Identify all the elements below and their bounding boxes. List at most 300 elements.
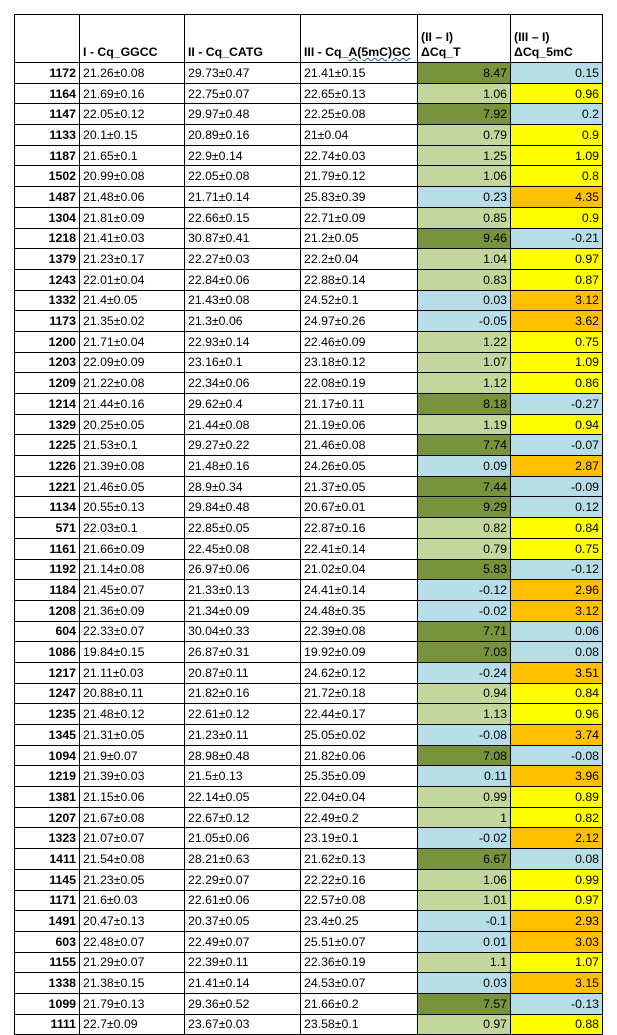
cell-cq-ggcc: 21.69±0.16 (80, 83, 185, 104)
cell-cq-a5mcgc: 24.62±0.12 (301, 662, 418, 683)
cell-cq-catg: 29.62±0.4 (185, 394, 301, 415)
table-row (15, 683, 603, 704)
cell-cq-catg: 22.84±0.06 (185, 269, 301, 290)
table-row (15, 187, 603, 208)
cell-cq-ggcc: 21.23±0.05 (80, 869, 185, 890)
row-id: 1304 (15, 207, 80, 228)
cell-cq-catg: 30.04±0.33 (185, 621, 301, 642)
cell-cq-a5mcgc: 22.88±0.14 (301, 269, 418, 290)
row-id: 1226 (15, 456, 80, 477)
cell-cq-ggcc: 21.07±0.07 (80, 828, 185, 849)
header-cq-catg: II - Cq_CATG (185, 15, 301, 63)
cell-cq-ggcc: 21.39±0.08 (80, 456, 185, 477)
cell-cq-ggcc: 21.48±0.12 (80, 704, 185, 725)
cell-cq-catg: 22.29±0.07 (185, 869, 301, 890)
cell-cq-catg: 21.48±0.16 (185, 456, 301, 477)
cell-delta-cq-t: 0.85 (418, 207, 511, 228)
cell-cq-a5mcgc: 20.67±0.01 (301, 497, 418, 518)
cell-cq-ggcc: 22.05±0.12 (80, 104, 185, 125)
table-row (15, 704, 603, 725)
cell-cq-catg: 28.9±0.34 (185, 476, 301, 497)
cell-cq-catg: 22.39±0.11 (185, 952, 301, 973)
cell-cq-catg: 30.87±0.41 (185, 228, 301, 249)
row-id: 1094 (15, 745, 80, 766)
table-row (15, 766, 603, 787)
cell-cq-ggcc: 21.48±0.06 (80, 187, 185, 208)
cell-delta-cq-t: 1.12 (418, 373, 511, 394)
cell-cq-catg: 21.71±0.14 (185, 187, 301, 208)
table-row (15, 331, 603, 352)
cell-cq-a5mcgc: 22.08±0.19 (301, 373, 418, 394)
cell-cq-ggcc: 21.71±0.04 (80, 331, 185, 352)
cell-cq-a5mcgc: 21.37±0.05 (301, 476, 418, 497)
cell-delta-cq-t: 1.19 (418, 414, 511, 435)
cell-delta-cq-t: 1.13 (418, 704, 511, 725)
row-id: 1217 (15, 662, 80, 683)
cell-delta-cq-5mc: 0.8 (511, 166, 603, 187)
cell-delta-cq-5mc: -0.27 (511, 394, 603, 415)
cell-cq-ggcc: 21.15±0.06 (80, 787, 185, 808)
cell-cq-catg: 21.5±0.13 (185, 766, 301, 787)
table-row (15, 228, 603, 249)
cell-cq-catg: 23.67±0.03 (185, 1014, 301, 1035)
row-id: 1491 (15, 911, 80, 932)
table-row (15, 973, 603, 994)
row-id: 1247 (15, 683, 80, 704)
table-row (15, 166, 603, 187)
cell-delta-cq-t: 0.11 (418, 766, 511, 787)
cell-delta-cq-5mc: -0.07 (511, 435, 603, 456)
cell-cq-a5mcgc: 21.02±0.04 (301, 559, 418, 580)
row-id: 1332 (15, 290, 80, 311)
cell-delta-cq-5mc: 0.89 (511, 787, 603, 808)
cell-cq-catg: 21.44±0.08 (185, 414, 301, 435)
table-row (15, 869, 603, 890)
cell-cq-ggcc: 22.33±0.07 (80, 621, 185, 642)
table-row (15, 63, 603, 84)
cell-delta-cq-t: -0.24 (418, 662, 511, 683)
cell-cq-catg: 22.66±0.15 (185, 207, 301, 228)
cell-delta-cq-5mc: 1.09 (511, 352, 603, 373)
cell-delta-cq-t: -0.12 (418, 580, 511, 601)
cell-delta-cq-t: 1.06 (418, 83, 511, 104)
cell-delta-cq-5mc: 0.88 (511, 1014, 603, 1035)
row-id: 1214 (15, 394, 80, 415)
cell-delta-cq-t: 0.97 (418, 1014, 511, 1035)
cell-delta-cq-5mc: 0.97 (511, 890, 603, 911)
cell-delta-cq-5mc: 2.87 (511, 456, 603, 477)
cell-cq-ggcc: 21.79±0.13 (80, 993, 185, 1014)
table-row (15, 600, 603, 621)
cell-delta-cq-t: 0.09 (418, 456, 511, 477)
cell-delta-cq-5mc: 0.99 (511, 869, 603, 890)
cell-cq-ggcc: 20.25±0.05 (80, 414, 185, 435)
cell-delta-cq-t: 1.06 (418, 166, 511, 187)
cell-delta-cq-5mc: 0.84 (511, 683, 603, 704)
cell-delta-cq-5mc: 0.75 (511, 538, 603, 559)
table-row (15, 290, 603, 311)
cell-cq-a5mcgc: 21.72±0.18 (301, 683, 418, 704)
cell-cq-a5mcgc: 21.62±0.13 (301, 849, 418, 870)
cell-cq-a5mcgc: 25.35±0.09 (301, 766, 418, 787)
table-row (15, 580, 603, 601)
cell-delta-cq-5mc: -0.12 (511, 559, 603, 580)
cell-cq-a5mcgc: 22.65±0.13 (301, 83, 418, 104)
cell-cq-catg: 22.67±0.12 (185, 807, 301, 828)
cell-cq-ggcc: 21.31±0.05 (80, 725, 185, 746)
table-row (15, 1014, 603, 1035)
cell-cq-catg: 22.85±0.05 (185, 518, 301, 539)
cell-delta-cq-t: 0.03 (418, 973, 511, 994)
cell-delta-cq-5mc: 3.51 (511, 662, 603, 683)
cell-cq-ggcc: 20.55±0.13 (80, 497, 185, 518)
header-delta-cq-5mc-formula: (III – I) (514, 30, 550, 44)
table-row (15, 518, 603, 539)
cell-delta-cq-5mc: -0.21 (511, 228, 603, 249)
header-delta-cq-t-formula: (II – I) (421, 30, 454, 44)
cell-delta-cq-t: 7.71 (418, 621, 511, 642)
cell-cq-a5mcgc: 21.2±0.05 (301, 228, 418, 249)
cell-cq-ggcc: 21.45±0.07 (80, 580, 185, 601)
cell-cq-catg: 21.23±0.11 (185, 725, 301, 746)
cell-cq-ggcc: 21.66±0.09 (80, 538, 185, 559)
cell-cq-a5mcgc: 22.71±0.09 (301, 207, 418, 228)
cell-delta-cq-t: 0.03 (418, 290, 511, 311)
cell-cq-a5mcgc: 24.52±0.1 (301, 290, 418, 311)
cell-delta-cq-t: 1 (418, 807, 511, 828)
cell-cq-ggcc: 21.9±0.07 (80, 745, 185, 766)
table-row (15, 828, 603, 849)
row-id: 1379 (15, 249, 80, 270)
header-delta-cq-t-label: ΔCq_T (421, 45, 461, 59)
cell-delta-cq-5mc: 0.08 (511, 642, 603, 663)
cell-cq-ggcc: 21.41±0.03 (80, 228, 185, 249)
cell-delta-cq-t: 7.92 (418, 104, 511, 125)
row-id: 1173 (15, 311, 80, 332)
row-id: 1209 (15, 373, 80, 394)
cell-delta-cq-5mc: -0.13 (511, 993, 603, 1014)
cell-delta-cq-5mc: 0.9 (511, 207, 603, 228)
row-id: 1164 (15, 83, 80, 104)
cell-cq-catg: 22.14±0.05 (185, 787, 301, 808)
cell-cq-catg: 20.87±0.11 (185, 662, 301, 683)
cell-delta-cq-t: 0.83 (418, 269, 511, 290)
cell-cq-a5mcgc: 21.79±0.12 (301, 166, 418, 187)
cell-cq-ggcc: 21.6±0.03 (80, 890, 185, 911)
cell-cq-ggcc: 21.54±0.08 (80, 849, 185, 870)
cell-cq-catg: 21.34±0.09 (185, 600, 301, 621)
cell-delta-cq-5mc: 0.82 (511, 807, 603, 828)
cell-cq-catg: 21.82±0.16 (185, 683, 301, 704)
row-id: 1323 (15, 828, 80, 849)
row-id: 1487 (15, 187, 80, 208)
cell-delta-cq-t: -0.05 (418, 311, 511, 332)
header-cq-a5mcgc (301, 15, 418, 63)
cell-cq-a5mcgc: 21.66±0.2 (301, 993, 418, 1014)
cell-delta-cq-t: 9.29 (418, 497, 511, 518)
cell-cq-catg: 29.97±0.48 (185, 104, 301, 125)
row-id: 1208 (15, 600, 80, 621)
header-delta-cq-t (418, 15, 511, 63)
table-row (15, 538, 603, 559)
table-row (15, 642, 603, 663)
cell-cq-ggcc: 21.26±0.08 (80, 63, 185, 84)
row-id: 1219 (15, 766, 80, 787)
row-id: 1161 (15, 538, 80, 559)
cell-delta-cq-t: 7.03 (418, 642, 511, 663)
row-id: 1207 (15, 807, 80, 828)
cell-delta-cq-t: 0.94 (418, 683, 511, 704)
table-row (15, 394, 603, 415)
cell-delta-cq-t: 0.79 (418, 125, 511, 146)
cell-cq-catg: 22.45±0.08 (185, 538, 301, 559)
row-id: 1243 (15, 269, 80, 290)
cell-cq-a5mcgc: 19.92±0.09 (301, 642, 418, 663)
row-id: 1338 (15, 973, 80, 994)
table-row (15, 456, 603, 477)
table-row (15, 104, 603, 125)
cell-cq-ggcc: 21.4±0.05 (80, 290, 185, 311)
row-id: 1171 (15, 890, 80, 911)
cell-cq-catg: 22.93±0.14 (185, 331, 301, 352)
cell-cq-ggcc: 22.09±0.09 (80, 352, 185, 373)
cell-delta-cq-5mc: 0.97 (511, 249, 603, 270)
row-id: 1099 (15, 993, 80, 1014)
cell-delta-cq-5mc: 0.9 (511, 125, 603, 146)
cell-cq-a5mcgc: 21.17±0.11 (301, 394, 418, 415)
table-row (15, 807, 603, 828)
cell-cq-a5mcgc: 22.74±0.03 (301, 145, 418, 166)
cell-cq-a5mcgc: 25.51±0.07 (301, 931, 418, 952)
cell-cq-a5mcgc: 21.82±0.06 (301, 745, 418, 766)
cell-cq-catg: 22.61±0.06 (185, 890, 301, 911)
table-row (15, 125, 603, 146)
row-id: 1381 (15, 787, 80, 808)
table-row (15, 373, 603, 394)
cell-delta-cq-5mc: 0.75 (511, 331, 603, 352)
cell-cq-a5mcgc: 24.53±0.07 (301, 973, 418, 994)
cell-delta-cq-t: 1.1 (418, 952, 511, 973)
cell-cq-a5mcgc: 22.57±0.08 (301, 890, 418, 911)
cell-delta-cq-5mc: -0.09 (511, 476, 603, 497)
cell-cq-catg: 21.3±0.06 (185, 311, 301, 332)
cell-delta-cq-5mc: 2.96 (511, 580, 603, 601)
cell-delta-cq-5mc: 0.2 (511, 104, 603, 125)
table-row (15, 83, 603, 104)
row-id: 1225 (15, 435, 80, 456)
cell-cq-ggcc: 21.53±0.1 (80, 435, 185, 456)
row-id: 1192 (15, 559, 80, 580)
cell-cq-catg: 29.73±0.47 (185, 63, 301, 84)
cell-delta-cq-5mc: 4.35 (511, 187, 603, 208)
row-id: 1187 (15, 145, 80, 166)
cell-delta-cq-t: 8.18 (418, 394, 511, 415)
cell-cq-a5mcgc: 22.41±0.14 (301, 538, 418, 559)
cell-cq-catg: 22.9±0.14 (185, 145, 301, 166)
cell-delta-cq-t: -0.02 (418, 600, 511, 621)
cell-cq-a5mcgc: 22.46±0.09 (301, 331, 418, 352)
table-row (15, 952, 603, 973)
cell-cq-catg: 28.98±0.48 (185, 745, 301, 766)
cell-cq-catg: 22.61±0.12 (185, 704, 301, 725)
table-row (15, 993, 603, 1014)
table-row (15, 725, 603, 746)
cell-cq-ggcc: 21.65±0.1 (80, 145, 185, 166)
cell-cq-ggcc: 22.03±0.1 (80, 518, 185, 539)
row-id: 1329 (15, 414, 80, 435)
row-id: 1411 (15, 849, 80, 870)
header-cq-a5mcgc-prefix: III - Cq_ (304, 45, 349, 59)
cell-cq-catg: 20.89±0.16 (185, 125, 301, 146)
cell-cq-ggcc: 21.35±0.02 (80, 311, 185, 332)
cell-delta-cq-t: 7.74 (418, 435, 511, 456)
table-row (15, 787, 603, 808)
cell-delta-cq-t: 5.83 (418, 559, 511, 580)
cell-delta-cq-t: 7.57 (418, 993, 511, 1014)
cell-cq-catg: 29.84±0.48 (185, 497, 301, 518)
row-id: 1155 (15, 952, 80, 973)
cell-delta-cq-5mc: 0.08 (511, 849, 603, 870)
table-row (15, 931, 603, 952)
cell-delta-cq-5mc: 0.96 (511, 704, 603, 725)
table-row (15, 311, 603, 332)
cell-delta-cq-5mc: 3.03 (511, 931, 603, 952)
cell-cq-ggcc: 21.36±0.09 (80, 600, 185, 621)
table-row (15, 269, 603, 290)
cell-cq-a5mcgc: 24.41±0.14 (301, 580, 418, 601)
cell-delta-cq-5mc: 0.86 (511, 373, 603, 394)
cell-cq-a5mcgc: 21.46±0.08 (301, 435, 418, 456)
cell-cq-a5mcgc: 22.49±0.2 (301, 807, 418, 828)
row-id: 1502 (15, 166, 80, 187)
cell-cq-a5mcgc: 22.25±0.08 (301, 104, 418, 125)
data-table (14, 14, 603, 1035)
row-id: 1147 (15, 104, 80, 125)
cell-cq-a5mcgc: 22.39±0.08 (301, 621, 418, 642)
cell-delta-cq-5mc: 2.93 (511, 911, 603, 932)
cell-cq-catg: 20.37±0.05 (185, 911, 301, 932)
cell-cq-catg: 22.34±0.06 (185, 373, 301, 394)
cell-cq-a5mcgc: 24.26±0.05 (301, 456, 418, 477)
cell-cq-a5mcgc: 21.19±0.06 (301, 414, 418, 435)
cell-cq-catg: 23.16±0.1 (185, 352, 301, 373)
cell-cq-a5mcgc: 25.83±0.39 (301, 187, 418, 208)
cell-delta-cq-t: 6.67 (418, 849, 511, 870)
cell-delta-cq-t: 0.23 (418, 187, 511, 208)
table-row (15, 911, 603, 932)
cell-cq-a5mcgc: 24.97±0.26 (301, 311, 418, 332)
cell-cq-ggcc: 21.46±0.05 (80, 476, 185, 497)
cell-cq-ggcc: 21.11±0.03 (80, 662, 185, 683)
cell-delta-cq-t: -0.02 (418, 828, 511, 849)
cell-delta-cq-5mc: 0.06 (511, 621, 603, 642)
cell-cq-ggcc: 22.48±0.07 (80, 931, 185, 952)
cell-delta-cq-t: 0.01 (418, 931, 511, 952)
row-id: 604 (15, 621, 80, 642)
row-id: 1235 (15, 704, 80, 725)
cell-cq-catg: 22.49±0.07 (185, 931, 301, 952)
cell-cq-catg: 29.27±0.22 (185, 435, 301, 456)
cell-delta-cq-5mc: 3.15 (511, 973, 603, 994)
cell-cq-ggcc: 22.01±0.04 (80, 269, 185, 290)
row-id: 1203 (15, 352, 80, 373)
cell-cq-catg: 21.41±0.14 (185, 973, 301, 994)
cell-delta-cq-5mc: -0.08 (511, 745, 603, 766)
cell-cq-a5mcgc: 22.04±0.04 (301, 787, 418, 808)
cell-delta-cq-5mc: 3.12 (511, 600, 603, 621)
cell-cq-a5mcgc: 22.2±0.04 (301, 249, 418, 270)
row-id: 603 (15, 931, 80, 952)
header-delta-cq-5mc-label: ΔCq_5mC (514, 45, 573, 59)
cell-delta-cq-t: 7.44 (418, 476, 511, 497)
header-cq-a5mcgc-mark: A(5mC)GC (348, 45, 411, 59)
cell-delta-cq-t: 1.06 (418, 869, 511, 890)
cell-delta-cq-5mc: 0.94 (511, 414, 603, 435)
cell-cq-ggcc: 20.99±0.08 (80, 166, 185, 187)
cell-delta-cq-5mc: 3.74 (511, 725, 603, 746)
cell-delta-cq-t: 1.22 (418, 331, 511, 352)
cell-delta-cq-t: -0.1 (418, 911, 511, 932)
cell-cq-a5mcgc: 22.36±0.19 (301, 952, 418, 973)
cell-cq-a5mcgc: 25.05±0.02 (301, 725, 418, 746)
table-row (15, 207, 603, 228)
cell-cq-a5mcgc: 22.44±0.17 (301, 704, 418, 725)
cell-cq-a5mcgc: 23.18±0.12 (301, 352, 418, 373)
table-row (15, 352, 603, 373)
cell-cq-ggcc: 21.44±0.16 (80, 394, 185, 415)
row-id: 1086 (15, 642, 80, 663)
cell-cq-ggcc: 20.1±0.15 (80, 125, 185, 146)
table-row (15, 476, 603, 497)
row-id: 1145 (15, 869, 80, 890)
cell-delta-cq-t: 0.82 (418, 518, 511, 539)
cell-cq-a5mcgc: 22.87±0.16 (301, 518, 418, 539)
header-delta-cq-5mc (511, 15, 603, 63)
cell-cq-catg: 22.27±0.03 (185, 249, 301, 270)
cell-cq-a5mcgc: 24.48±0.35 (301, 600, 418, 621)
cell-delta-cq-5mc: 3.96 (511, 766, 603, 787)
cell-delta-cq-t: 1.04 (418, 249, 511, 270)
cell-delta-cq-5mc: 0.12 (511, 497, 603, 518)
table-row (15, 849, 603, 870)
cell-delta-cq-5mc: 0.15 (511, 63, 603, 84)
cell-delta-cq-t: 1.07 (418, 352, 511, 373)
cell-cq-ggcc: 21.23±0.17 (80, 249, 185, 270)
header-row (15, 15, 603, 63)
table-row (15, 435, 603, 456)
table-row (15, 559, 603, 580)
cell-cq-ggcc: 21.67±0.08 (80, 807, 185, 828)
cell-cq-ggcc: 22.7±0.09 (80, 1014, 185, 1035)
cell-cq-ggcc: 20.88±0.11 (80, 683, 185, 704)
cell-delta-cq-t: 0.79 (418, 538, 511, 559)
header-id (15, 15, 80, 63)
table-row (15, 414, 603, 435)
row-id: 1200 (15, 331, 80, 352)
cell-cq-ggcc: 21.39±0.03 (80, 766, 185, 787)
cell-delta-cq-t: 8.47 (418, 63, 511, 84)
table-body (15, 63, 603, 1035)
cell-cq-ggcc: 20.47±0.13 (80, 911, 185, 932)
table-row (15, 249, 603, 270)
row-id: 1111 (15, 1014, 80, 1035)
cell-cq-catg: 21.43±0.08 (185, 290, 301, 311)
cell-cq-ggcc: 21.14±0.08 (80, 559, 185, 580)
cell-cq-a5mcgc: 23.4±0.25 (301, 911, 418, 932)
cell-cq-catg: 22.05±0.08 (185, 166, 301, 187)
cell-cq-catg: 29.36±0.52 (185, 993, 301, 1014)
cell-delta-cq-5mc: 0.87 (511, 269, 603, 290)
